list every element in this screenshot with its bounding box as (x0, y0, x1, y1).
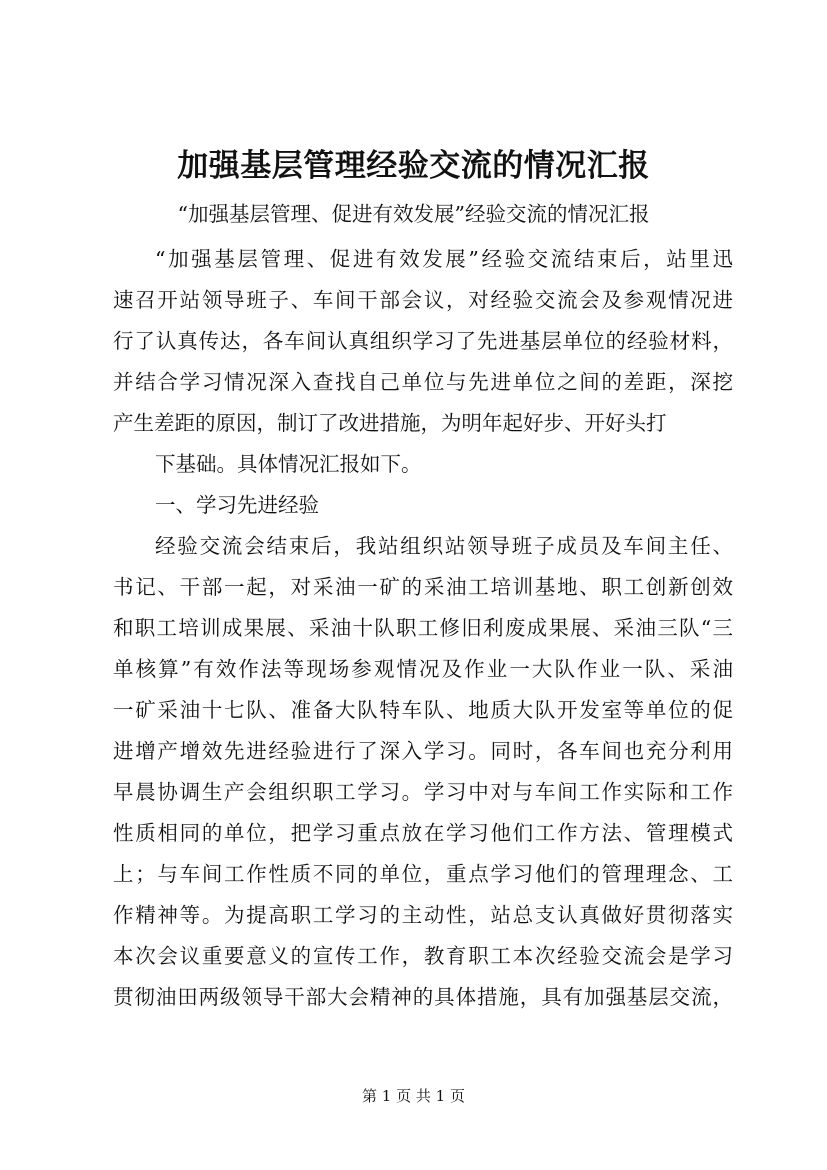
page-footer: 第 1 页 共 1 页 (362, 1087, 465, 1105)
body-line: 本次会议重要意义的宣传工作，教育职工本次经验交流会是学习 (113, 944, 733, 968)
body-line: 并结合学习情况深入查找自己单位与先进单位之间的差距，深挖 (113, 370, 733, 394)
body-line: 行了认真传达，各车间认真组织学习了先进基层单位的经验材料， (113, 329, 733, 353)
body-line: 上；与车间工作性质不同的单位，重点学习他们的管理理念、工 (113, 862, 733, 886)
body-line: 性质相同的单位，把学习重点放在学习他们工作方法、管理模式 (113, 821, 733, 845)
body-line: 早晨协调生产会组织职工学习。学习中对与车间工作实际和工作 (113, 780, 733, 804)
body-line: 和职工培训成果展、采油十队职工修旧利废成果展、采油三队“三 (113, 616, 733, 640)
document-subtitle: “加强基层管理、促进有效发展”经验交流的情况汇报 (177, 202, 650, 226)
body-line: 进增产增效先进经验进行了深入学习。同时，各车间也充分利用 (113, 739, 733, 763)
body-line: “加强基层管理、促进有效发展”经验交流结束后，站里迅 (155, 247, 733, 271)
body-line: 速召开站领导班子、车间干部会议，对经验交流会及参观情况进 (113, 288, 733, 312)
body-line: 一矿采油十七队、准备大队特车队、地质大队开发室等单位的促 (113, 698, 733, 722)
body-line: 单核算”有效作法等现场参观情况及作业一大队作业一队、采油 (113, 657, 733, 681)
body-line: 书记、干部一起，对采油一矿的采油工培训基地、职工创新创效 (113, 575, 733, 599)
body-line: 作精神等。为提高职工学习的主动性，站总支认真做好贯彻落实 (113, 903, 733, 927)
body-line: 经验交流会结束后，我站组织站领导班子成员及车间主任、 (155, 534, 733, 558)
section-heading: 一、学习先进经验 (155, 493, 319, 517)
body-line: 下基础。具体情况汇报如下。 (155, 452, 422, 476)
document-title: 加强基层管理经验交流的情况汇报 (177, 148, 650, 184)
body-line: 产生差距的原因，制订了改进措施，为明年起好步、开好头打 (113, 411, 667, 435)
body-line: 贯彻油田两级领导干部大会精神的具体措施，具有加强基层交流， (113, 985, 733, 1009)
